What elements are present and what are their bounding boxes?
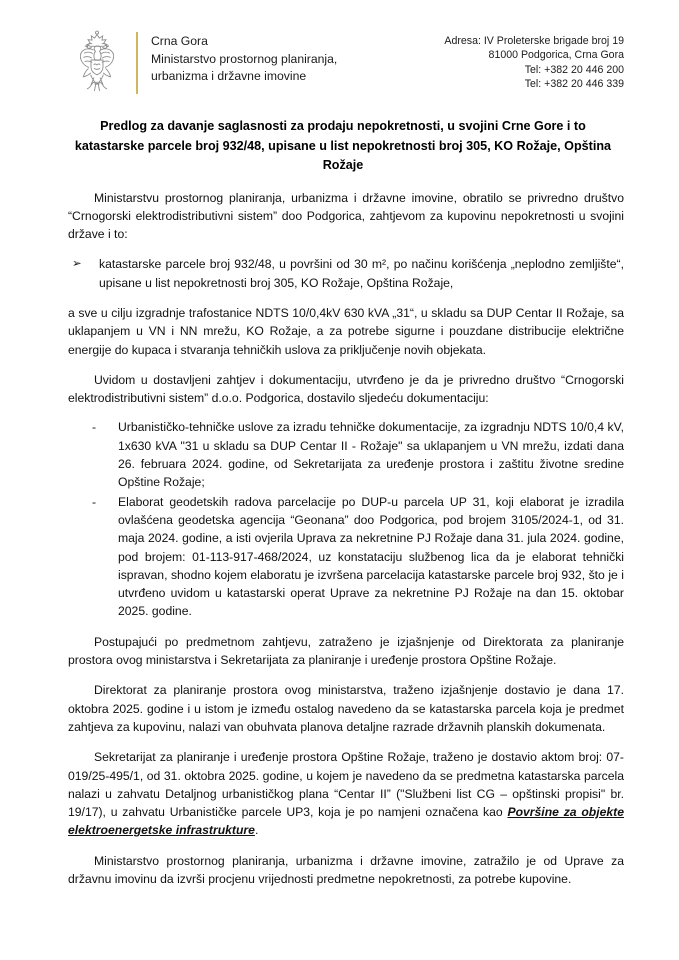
address-line-1: Adresa: IV Proleterske brigade broj 19 [444, 35, 624, 47]
list-item [68, 418, 624, 491]
address-phone-1: Tel: +382 20 446 200 [524, 63, 624, 76]
paragraph-request-intro: Ministarstvu prostornog planiranja, urbanizma i državne imovine, obratilo se privredno društvo “Crnogorski elektrodistributivni sistem” doo Podgorica, zahtjevom za kupovinu nepokretnosti u svojini države i to: [68, 190, 624, 242]
list-item-text: Urbanističko-tehničke uslove za izradu tehničke dokumentacije, za izgradnju NDTS 10/0,4 kV, 1x630 kVA "31 u skladu sa DUP Centar II - Rožaje" sa uklapanjem u VN mrežu, izdati dana 26. februara 2024. godine, od Sekretarijata za uređenje prostora i zaštitu životne sredine Opštine Rožaje; [118, 420, 624, 490]
land-use-designation-emphasis: Površine za objekte elektroenergetske infrastrukture [68, 805, 625, 838]
paragraph-purpose: a sve u cilju izgradnje trafostanice NDTS 10/0,4kV 630 kVA „31“, u skladu sa DUP Centar II Rožaje, sa uklapanjem u VN i NN mrežu, KO Rožaje, a za potrebe sigurne i pouzdane distribucije električne energije do kupaca i stvaranja tehničkih uslova za priključenje novih objekata. [68, 305, 624, 357]
letterhead [68, 30, 624, 102]
list-item [68, 255, 624, 292]
documentation-dash-list [68, 418, 624, 620]
paragraph-secretariat-response [68, 748, 624, 839]
paragraph-opinion-request: Postupajući po predmetnom zahtjevu, zatraženo je izjašnjenje od Direktorata za planiranje prostora ovog ministarstva i Sekretarijata za planiranje i uređenje prostora Opštine Rožaje. [68, 634, 624, 668]
arrow-bullet-icon: ➢ [72, 258, 82, 271]
list-item-text: Elaborat geodetskih radova parcelacije po DUP-u parcela UP 31, koji elaborat je izradila ovlašćena geodetska agencija “Geonana” doo Podgorica, pod brojem 3105/2024-1, od 31. maja 2024. godine, a isti ovjerila Uprava za nekretnine PJ Rožaje dana 31. jula 2024. godine, pod brojem: 01-113-917-468/2024, uz konstataciju službenog lica da je elaborat tehnički ispravan, shodno kojem elaboratu je izvršena parcelacija katastarske parcele broj 932, što je i utvrđeno uvidom u katastarski operat Uprave za nekretnine PJ Rožaje na dan 15. oktobar 2025. godine. [118, 494, 624, 619]
paragraph-valuation-request: Ministarstvo prostornog planiranja, urbanizma i državne imovine, zatražilo je od Uprave za državnu imovinu da izvrši procjenu vrijednosti predmetne nepokretnosti, za potrebe kupovine. [68, 853, 624, 886]
document-body [68, 189, 624, 889]
organization-line-2: Ministarstvo prostornog planiranja, [151, 51, 338, 66]
parcel-arrow-list [68, 255, 624, 292]
dash-bullet-icon: - [92, 494, 97, 509]
page-title: Predlog za davanje saglasnosti za prodaju nepokretnosti, u svojini Crne Gore i to katastarske parcele broj 932/48, upisane u list nepokretnosti broj 305, KO Rožaje, Opština Rožaje [74, 119, 612, 172]
list-item-text: katastarske parcele broj 932/48, u površini od 30 m², po načinu korišćenja „neplodno zemljište“, upisane u list nepokretnosti broj 305, KO Rožaje, Opština Rožaje, [99, 257, 624, 290]
paragraph-directorate-response: Direktorat za planiranje prostora ovog ministarstva, traženo izjašnjenje dostavio je dana 17. oktobra 2025. godine i u istom je između ostalog navedeno da se katastarska parcela koja je predmet zahtjeva za kupovinu, nalazi van obuhvata planova detaljne razrade državnih planskih dokumenata. [68, 683, 624, 734]
list-item [68, 493, 624, 621]
letterhead-divider [136, 32, 138, 94]
address-phone-2: Tel: +382 20 446 339 [524, 78, 624, 91]
organization-block [151, 30, 337, 96]
secretariat-text-prefix: Sekretarijat za planiranje i uređenje prostora Opštine Rožaje, traženo je dostavio aktom broj: 07-019/25-495/1, od 31. oktobra 2025. godine, u kojem je navedeno da se predmetna katastarska parcela nalazi u zahvatu Detaljnog urbanističkog plana “Centar II” ("Službeni list CG – opštinski propisi" br. 19/17), u zahvatu Urbanističke parcele UP3, koja je po namjeni označena kao [68, 750, 624, 820]
letterhead-left [68, 30, 337, 96]
address-block [444, 30, 624, 92]
montenegro-coat-of-arms-icon [68, 30, 126, 96]
address-line-2: 81000 Podgorica, Crna Gora [488, 49, 624, 62]
dash-bullet-icon: - [92, 420, 97, 435]
organization-line-3: urbanizma i državne imovine [151, 69, 307, 83]
secretariat-text-suffix: . [254, 823, 259, 838]
organization-line-1: Crna Gora [151, 34, 208, 48]
paragraph-documentation-intro: Uvidom u dostavljeni zahtjev i dokumentaciju, utvrđeno je da je privredno društvo “Crnogorski elektrodistributivni sistem” d.o.o. Podgorica, dostavilo sljedeću dokumentaciju: [68, 372, 624, 406]
